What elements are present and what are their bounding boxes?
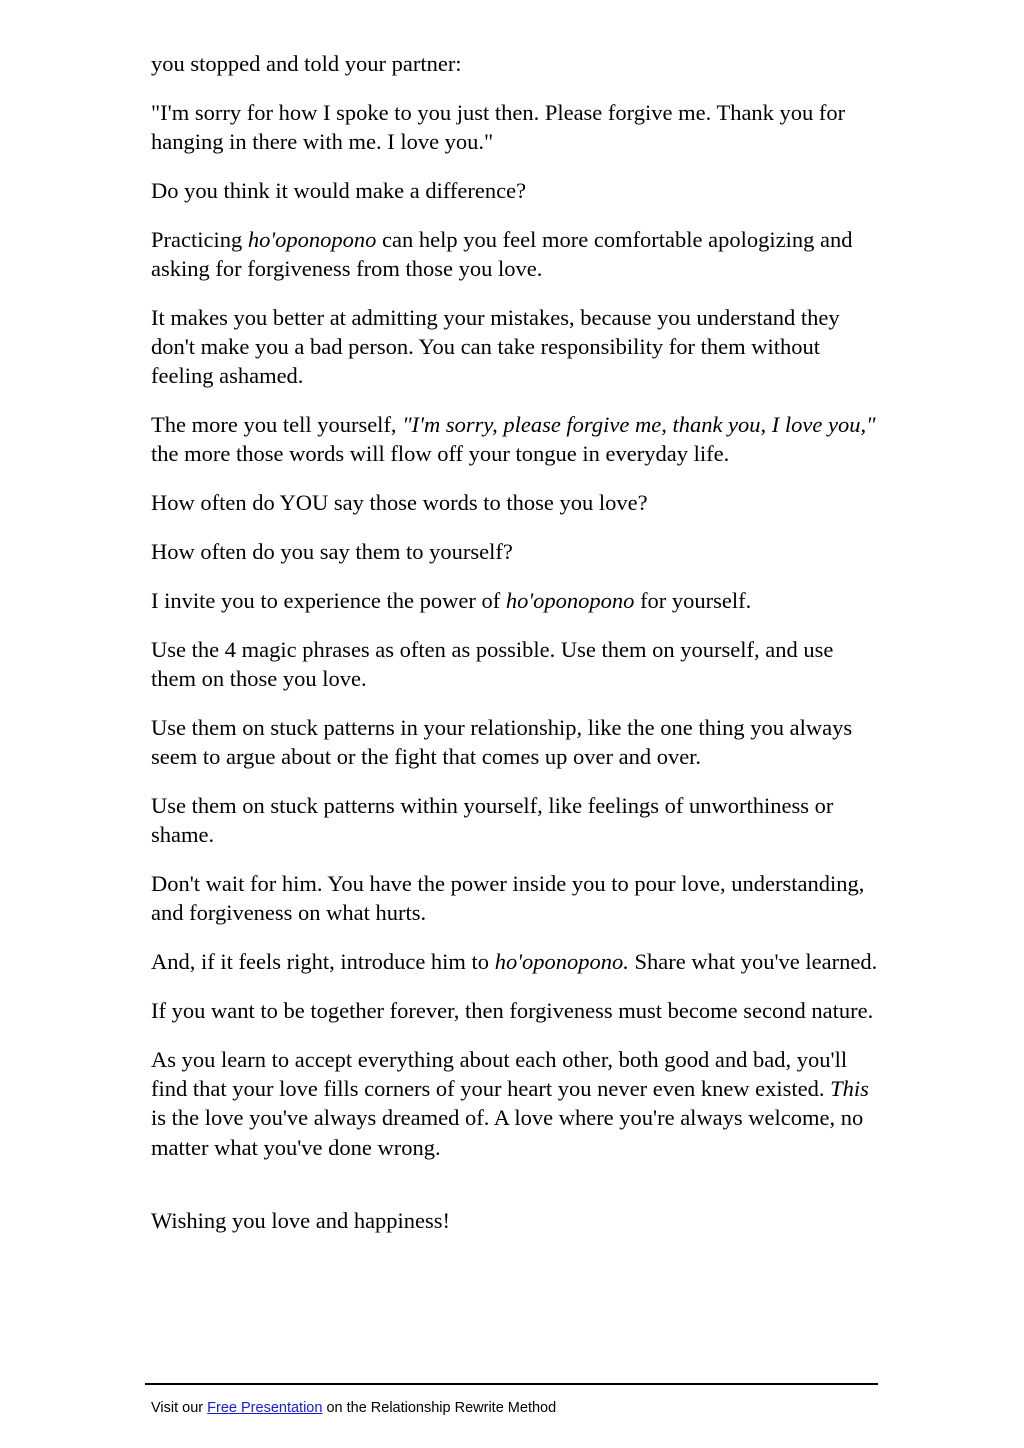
body-paragraph bbox=[151, 996, 881, 1025]
paragraph-text: Use them on stuck patterns in your relationship, like the one thing you always seem to argue about or the fight that comes up over and over. bbox=[151, 714, 853, 770]
body-paragraph bbox=[151, 303, 881, 391]
paragraph-text: Share what you've learned. bbox=[628, 949, 878, 975]
paragraph-list bbox=[151, 49, 881, 1162]
body-paragraph bbox=[151, 225, 881, 284]
body-paragraph bbox=[151, 1045, 881, 1162]
paragraph-text: "I'm sorry for how I spoke to you just then. Please forgive me. Thank you for hanging in there with me. I love you." bbox=[151, 99, 846, 155]
footer-prefix: Visit our bbox=[151, 1400, 208, 1416]
paragraph-text: How often do you say them to yourself? bbox=[151, 539, 513, 565]
italic-text: This bbox=[830, 1075, 869, 1101]
paragraph-text: for yourself. bbox=[634, 587, 752, 613]
paragraph-text: Do you think it would make a difference? bbox=[151, 177, 527, 203]
footer-divider bbox=[145, 1383, 878, 1385]
body-paragraph bbox=[151, 537, 881, 566]
sign-off: Wishing you love and happiness! bbox=[151, 1207, 451, 1233]
paragraph-text: is the love you've always dreamed of. A love where you're always welcome, no matter what you've done wrong. bbox=[151, 1105, 864, 1160]
document-body bbox=[151, 49, 881, 1255]
body-paragraph bbox=[151, 947, 881, 976]
body-paragraph bbox=[151, 49, 881, 78]
body-paragraph bbox=[151, 98, 881, 157]
italic-text: "I'm sorry, please forgive me, thank you, I love you," bbox=[402, 412, 876, 438]
paragraph-text: Practicing bbox=[151, 226, 248, 252]
paragraph-text: you stopped and told your partner: bbox=[151, 51, 462, 76]
body-paragraph bbox=[151, 713, 881, 772]
paragraph-text: And, if it feels right, introduce him to bbox=[151, 949, 495, 975]
paragraph-text: I invite you to experience the power of bbox=[151, 587, 506, 613]
paragraph-text: Use the 4 magic phrases as often as possible. Use them on yourself, and use them on those you love. bbox=[151, 636, 834, 691]
body-paragraph bbox=[151, 791, 881, 850]
paragraph-text: It makes you better at admitting your mistakes, because you understand they don't make you a bad person. You can take responsibility for them without feeling ashamed. bbox=[151, 304, 840, 389]
body-paragraph bbox=[151, 586, 881, 615]
paragraph-text: can help you feel more comfortable apologizing and asking for forgiveness from those you love. bbox=[151, 226, 853, 281]
italic-text: ho'oponopono bbox=[247, 226, 377, 252]
footer-suffix: on the Relationship Rewrite Method bbox=[322, 1400, 557, 1416]
paragraph-text: Don't wait for him. You have the power inside you to pour love, understanding, and forgiveness on what hurts. bbox=[151, 870, 865, 926]
body-paragraph bbox=[151, 410, 881, 469]
paragraph-text: How often do YOU say those words to those you love? bbox=[151, 490, 648, 516]
paragraph-text: As you learn to accept everything about each other, both good and bad, you'll find that your love fills corners of your heart you never even knew existed. bbox=[151, 1046, 848, 1101]
italic-text: ho'oponopono bbox=[505, 587, 635, 613]
paragraph-text: the more those words will flow off your tongue in everyday life. bbox=[151, 441, 730, 467]
footer bbox=[151, 1398, 556, 1418]
body-paragraph bbox=[151, 176, 881, 205]
body-paragraph bbox=[151, 869, 881, 928]
paragraph-text: If you want to be together forever, then forgiveness must become second nature. bbox=[151, 997, 874, 1023]
paragraph-text: Use them on stuck patterns within yourself, like feelings of unworthiness or shame. bbox=[151, 792, 834, 848]
paragraph-text: The more you tell yourself, bbox=[151, 412, 403, 438]
free-presentation-link[interactable]: Free Presentation bbox=[207, 1400, 323, 1416]
italic-text: ho'oponopono. bbox=[494, 949, 629, 975]
body-paragraph bbox=[151, 488, 881, 517]
body-paragraph bbox=[151, 635, 881, 694]
